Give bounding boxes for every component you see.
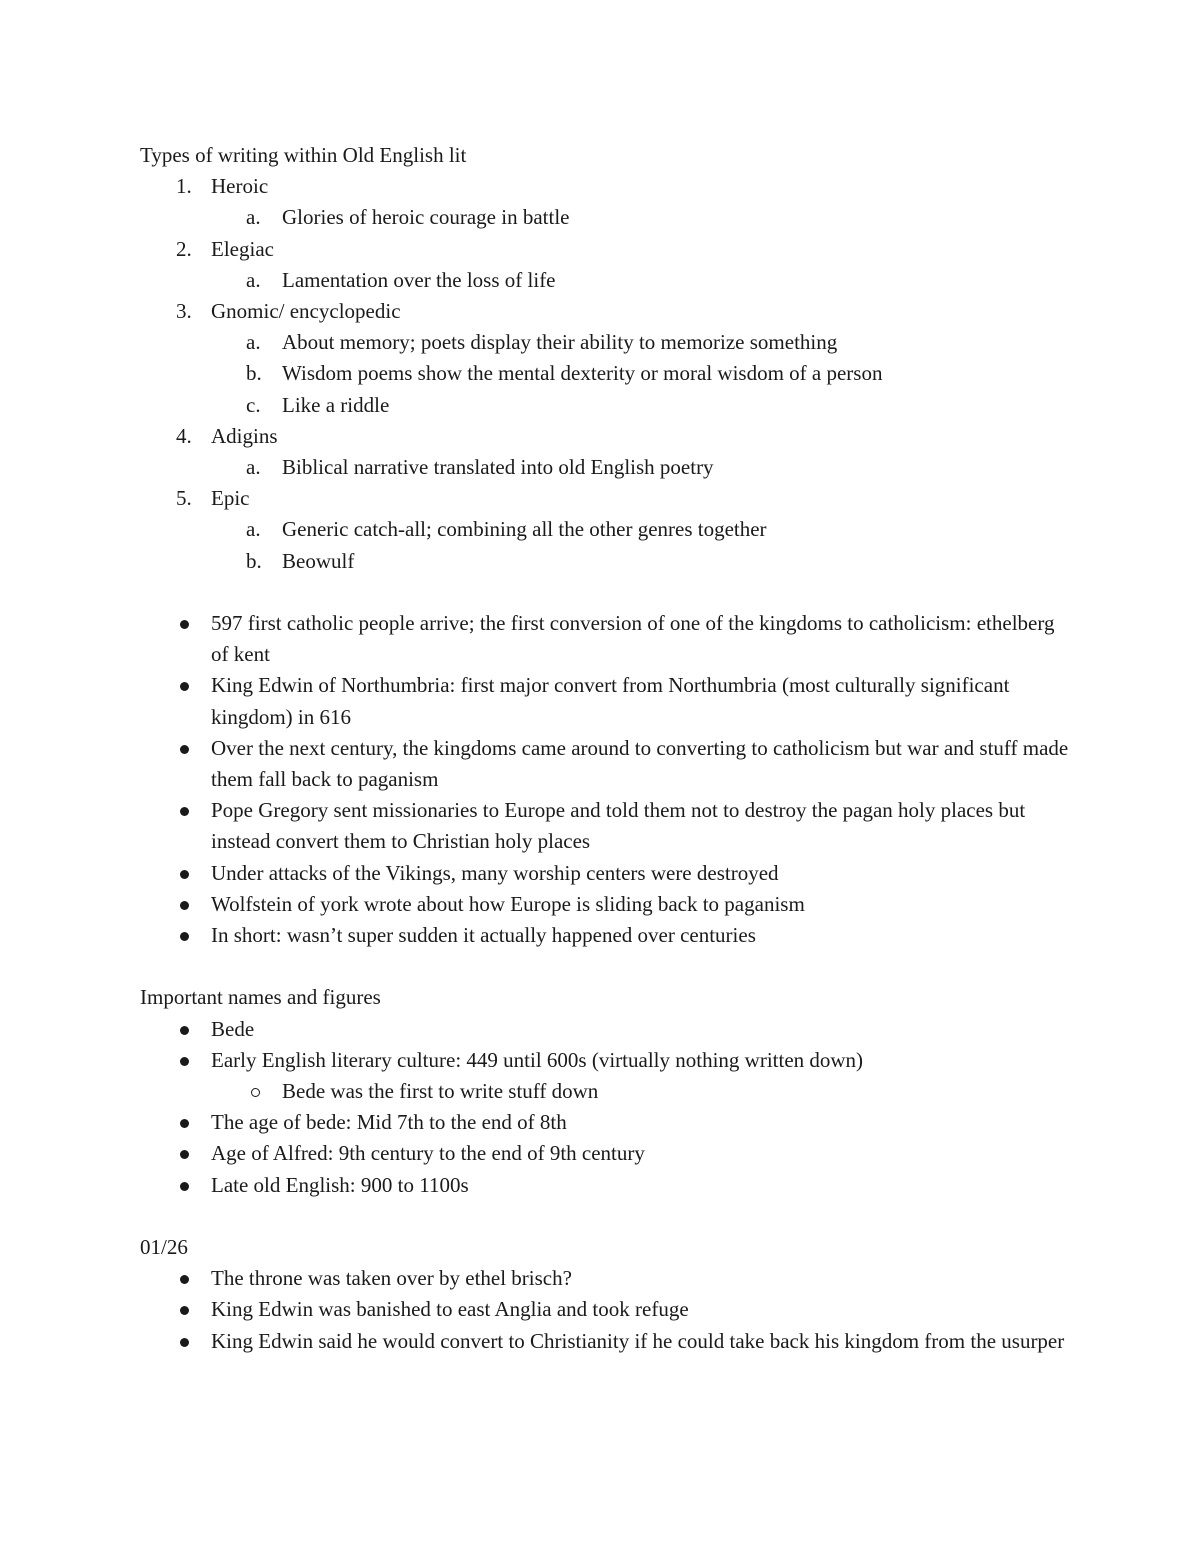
sub-bullet-item-text: Bede was the first to write stuff down [282, 1079, 599, 1104]
sub-list-item-text: Glories of heroic courage in battle [282, 205, 570, 230]
blank-line [140, 577, 1070, 608]
bullet-dot [180, 901, 189, 910]
bullet-item-text: King Edwin was banished to east Anglia and took refuge [211, 1297, 689, 1322]
list-item-text: Adigins [211, 423, 278, 448]
bullet-item [140, 1294, 1070, 1325]
bullet-item [140, 795, 1070, 857]
bullet-dot [180, 1150, 189, 1159]
bullet-dot [180, 1057, 189, 1066]
list-letter: a. [246, 517, 261, 542]
bullet-item [140, 1045, 1070, 1076]
bullet-item-text: Wolfstein of york wrote about how Europe is sliding back to paganism [211, 891, 805, 916]
bullet-dot [180, 1275, 189, 1284]
bullet-item-text: King Edwin said he would convert to Christianity if he could take back his kingdom from the usurper [211, 1328, 1065, 1353]
bullet-item [140, 858, 1070, 889]
list-letter: a. [246, 330, 261, 355]
bullet-dot [180, 745, 189, 754]
list-letter: b. [246, 361, 262, 386]
bullet-circle [251, 1088, 260, 1097]
bullet-item-text: Over the next century, the kingdoms came around to converting to catholicism but war and stuff made them fall back to paganism [211, 735, 1069, 792]
bullet-item [140, 920, 1070, 951]
sub-list-item [140, 202, 1070, 233]
sub-list-item [140, 514, 1070, 545]
bullet-dot [180, 1338, 189, 1347]
list-number: 4. [176, 423, 192, 448]
bullet-item [140, 608, 1070, 670]
document-page [140, 140, 1070, 1357]
list-item [140, 296, 1070, 327]
list-item [140, 234, 1070, 265]
bullet-dot [180, 1026, 189, 1035]
bullet-item-text: The age of bede: Mid 7th to the end of 8th [211, 1110, 567, 1135]
list-number: 5. [176, 486, 192, 511]
bullet-dot [180, 807, 189, 816]
section-heading-important-names: Important names and figures [140, 985, 381, 1010]
bullet-dot [180, 870, 189, 879]
bullet-item [140, 1014, 1070, 1045]
bullet-item [140, 1326, 1070, 1357]
bullet-item-text: Early English literary culture: 449 until 600s (virtually nothing written down) [211, 1047, 864, 1072]
list-item-text: Gnomic/ encyclopedic [211, 299, 401, 324]
list-letter: c. [246, 392, 261, 417]
sub-bullet-item [140, 1076, 1070, 1107]
blank-line [140, 1201, 1070, 1232]
bullet-item [140, 1263, 1070, 1294]
numbered-list-types [140, 171, 1070, 577]
list-letter: a. [246, 267, 261, 292]
list-letter: b. [246, 548, 262, 573]
bullet-item-text: Bede [211, 1016, 255, 1041]
sub-list-item-text: Generic catch-all; combining all the other genres together [282, 517, 767, 542]
bullet-dot [180, 1306, 189, 1315]
sub-list-item [140, 390, 1070, 421]
list-item-text: Elegiac [211, 236, 274, 261]
list-number: 2. [176, 236, 192, 261]
sub-list-item-text: Like a riddle [282, 392, 390, 417]
bullet-dot [180, 1119, 189, 1128]
bullet-item-text: Age of Alfred: 9th century to the end of 9th century [211, 1141, 645, 1166]
bullet-dot [180, 932, 189, 941]
bullet-dot [180, 620, 189, 629]
list-item [140, 483, 1070, 514]
list-number: 3. [176, 299, 192, 324]
bullet-item [140, 1107, 1070, 1138]
list-letter: a. [246, 455, 261, 480]
list-item [140, 421, 1070, 452]
sub-list-item [140, 327, 1070, 358]
section-heading-types-of-writing: Types of writing within Old English lit [140, 143, 467, 167]
bullet-list-conversion [140, 608, 1070, 951]
sub-list-item-text: Beowulf [282, 548, 355, 573]
bullet-item [140, 1138, 1070, 1169]
bullet-item [140, 889, 1070, 920]
list-item-text: Epic [211, 486, 250, 511]
bullet-item [140, 670, 1070, 732]
bullet-item-text: Pope Gregory sent missionaries to Europe and told them not to destroy the pagan holy places but instead convert them to Christian holy places [211, 798, 1026, 854]
sub-list-item [140, 452, 1070, 483]
sub-list-item-text: Wisdom poems show the mental dexterity or moral wisdom of a person [282, 361, 883, 386]
sub-list-item [140, 265, 1070, 296]
list-item-text: Heroic [211, 174, 269, 199]
bullet-item [140, 733, 1070, 795]
sub-list-item-text: About memory; poets display their ability to memorize something [282, 330, 838, 355]
sub-list-item [140, 546, 1070, 577]
bullet-item-text: In short: wasn’t super sudden it actually happened over centuries [211, 923, 756, 948]
section-heading-date: 01/26 [140, 1235, 188, 1260]
sub-list-item-text: Biblical narrative translated into old English poetry [282, 455, 714, 480]
bullet-item-text: Under attacks of the Vikings, many worship centers were destroyed [211, 860, 779, 885]
bullet-dot [180, 682, 189, 691]
list-item [140, 171, 1070, 202]
bullet-item-text: Late old English: 900 to 1100s [211, 1172, 469, 1197]
bullet-item-text: King Edwin of Northumbria: first major convert from Northumbria (most culturally significant kingdom) in 616 [211, 673, 1010, 729]
bullet-list-names [140, 1014, 1070, 1201]
sub-list-item-text: Lamentation over the loss of life [282, 267, 556, 292]
bullet-dot [180, 1182, 189, 1191]
bullet-item [140, 1170, 1070, 1201]
blank-line [140, 951, 1070, 982]
sub-list-item [140, 358, 1070, 389]
bullet-list-edwin [140, 1263, 1070, 1357]
bullet-item-text: The throne was taken over by ethel brisch? [211, 1266, 572, 1291]
list-number: 1. [176, 174, 192, 199]
bullet-item-text: 597 first catholic people arrive; the first conversion of one of the kingdoms to catholicism: ethelberg of kent [211, 611, 1055, 667]
list-letter: a. [246, 205, 261, 230]
